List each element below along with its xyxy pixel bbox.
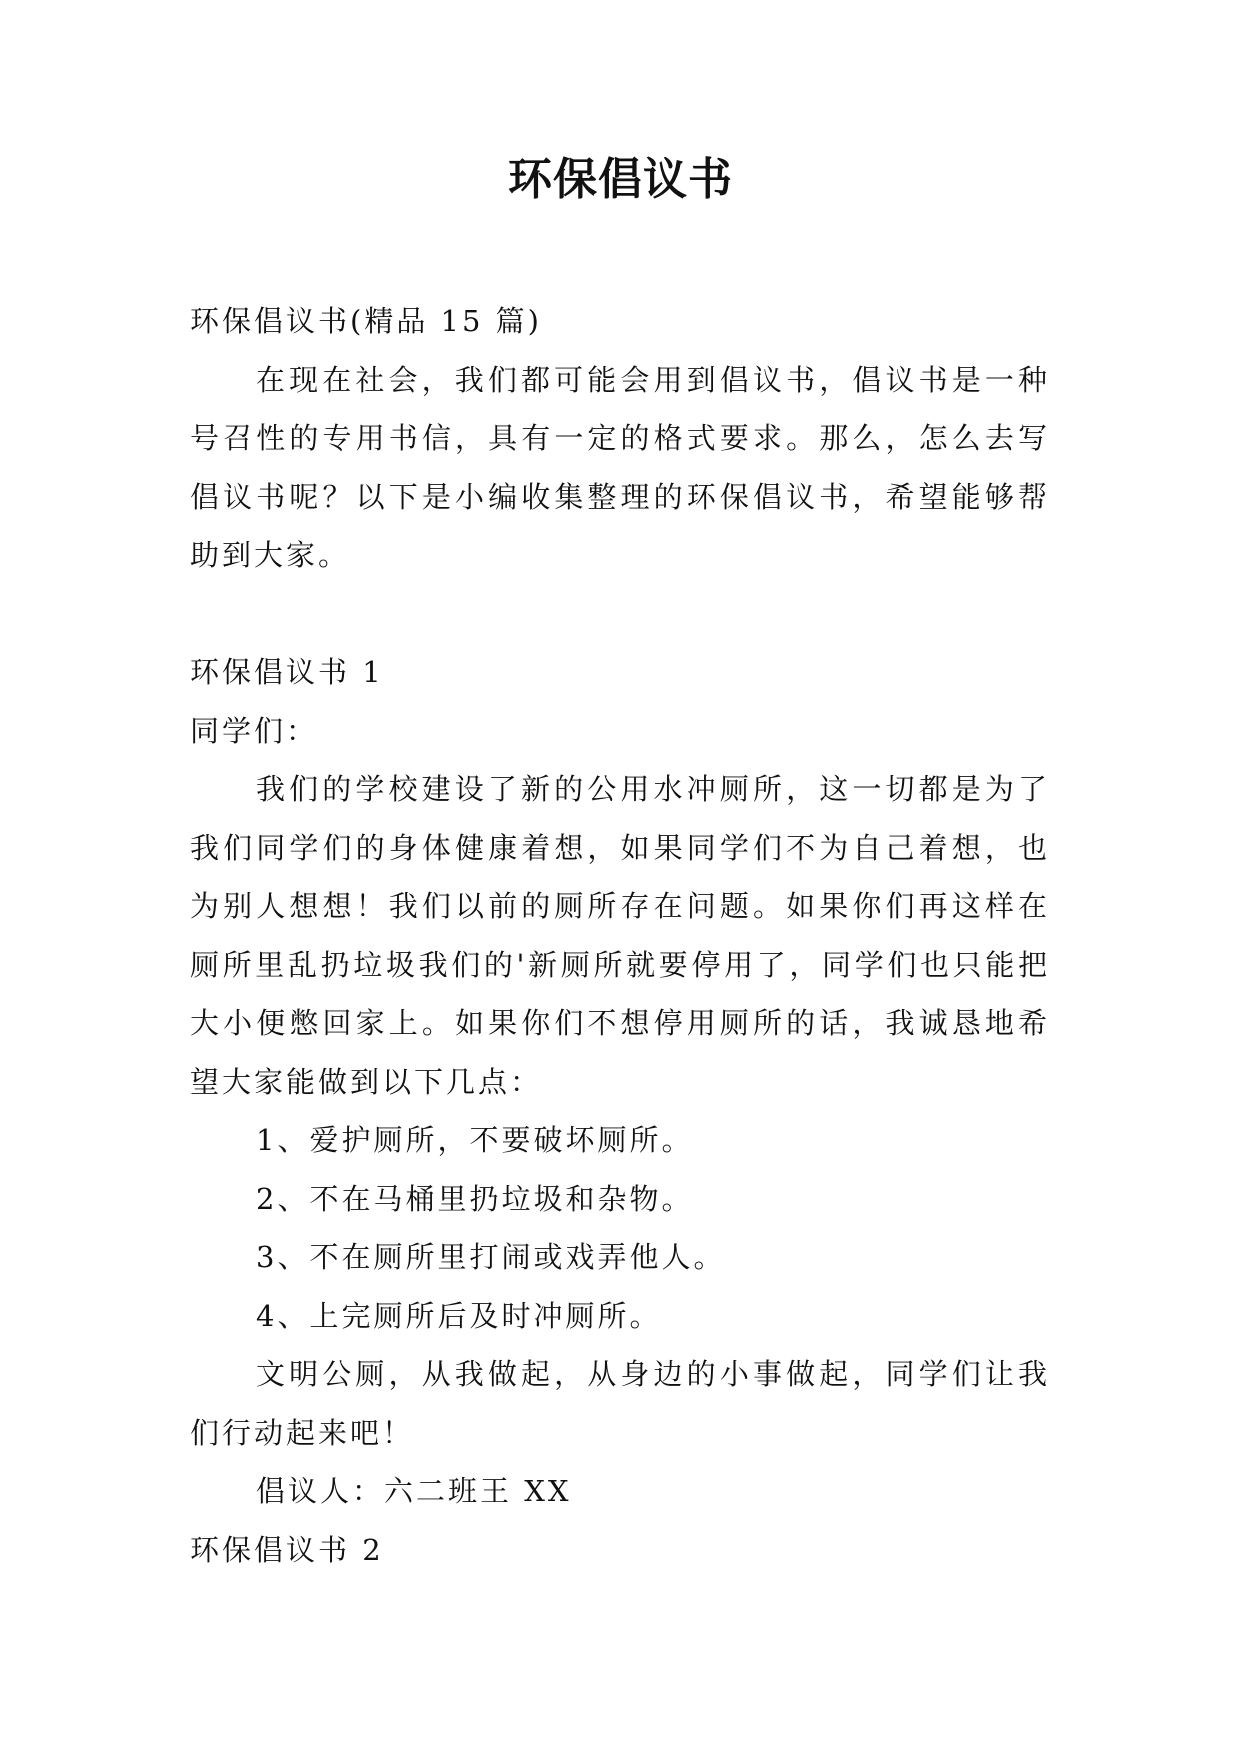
list-item: 3、不在厕所里打闹或戏弄他人。	[256, 1240, 726, 1274]
list-item: 2、不在马桶里扔垃圾和杂物。	[256, 1181, 694, 1216]
section-1-paragraph: 我们的学校建设了新的公用水冲厕所，这一切都是为了我们同学们的身体健康着想，如果同学们不为自己着想，也为别人想想！我们以前的厕所存在问题。如果你们再这样在厕所里乱扔垃圾我们的'新厕所就要停用了，同学们也只能把大小便憋回家上。如果你们不想停用厕所的话，我诚恳地希望大家能做到以下几点：	[190, 772, 1050, 1099]
closing-paragraph: 文明公厕，从我做起，从身边的小事做起，同学们让我们行动起来吧！	[190, 1357, 1050, 1450]
section-2-heading: 环保倡议书 2	[190, 1532, 384, 1567]
document-body	[190, 292, 1050, 1579]
intro-paragraph: 在现在社会，我们都可能会用到倡议书，倡议书是一种号召性的专用书信，具有一定的格式要求。那么，怎么去写倡议书呢？以下是小编收集整理的环保倡议书，希望能够帮助到大家。	[190, 362, 1050, 572]
document-subtitle: 环保倡议书(精品 15 篇)	[190, 304, 542, 338]
document-title: 环保倡议书	[508, 154, 733, 205]
section-1-heading: 环保倡议书 1	[190, 655, 384, 689]
list-item: 1、爱护厕所，不要破坏厕所。	[256, 1123, 694, 1157]
signature: 倡议人：六二班王 XX	[256, 1474, 572, 1508]
list-item: 4、上完厕所后及时冲厕所。	[256, 1298, 662, 1333]
section-spacer	[190, 585, 1050, 644]
salutation: 同学们：	[190, 713, 319, 748]
